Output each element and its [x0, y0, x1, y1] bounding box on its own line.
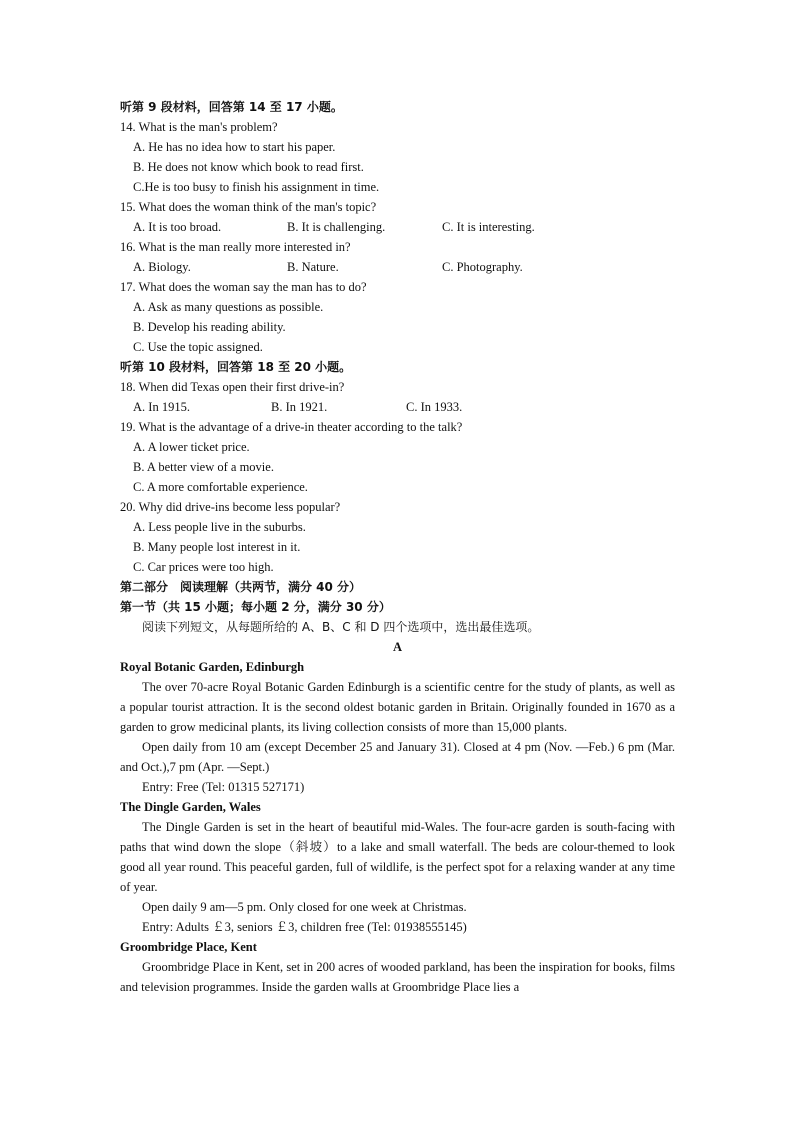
q20-option-a: A. Less people live in the suburbs. [133, 520, 306, 534]
document-page [120, 97, 675, 997]
question-18: 18. When did Texas open their first drive-in? [120, 380, 345, 394]
q15-options [120, 217, 675, 237]
garden3-title: Groombridge Place, Kent [120, 940, 257, 954]
garden1-title: Royal Botanic Garden, Edinburgh [120, 660, 305, 674]
question-14: 14. What is the man's problem? [120, 120, 278, 134]
garden2-entry: Entry: Adults ￡3, seniors ￡3, children free (Tel: 01938555145) [142, 920, 467, 934]
garden3-description: Groombridge Place in Kent, set in 200 acres of wooded parkland, has been the inspiration for books, films and television programmes. Inside the garden walls at Groombridge Place lies a [120, 960, 675, 994]
q14-option-b: B. He does not know which book to read first. [133, 160, 364, 174]
garden1-description: The over 70-acre Royal Botanic Garden Edinburgh is a scientific centre for the study of plants, as well as a popular tourist attraction. It is the second oldest botanic garden in Britain. Originally founded in 1670 as a garden to grow medicinal plants, its living collection consists of more than 15,000 plants. [120, 680, 675, 734]
garden1-hours: Open daily from 10 am (except December 25 and January 31). Closed at 4 pm (Nov. —Feb.) 6 pm (Mar. and Oct.),7 pm (Apr. —Sept.) [120, 740, 675, 774]
q15-option-a: A. It is too broad. [133, 220, 222, 234]
question-16: 16. What is the man really more interested in? [120, 240, 351, 254]
q17-option-b: B. Develop his reading ability. [133, 320, 286, 334]
q18-option-b: B. In 1921. [271, 400, 328, 414]
q20-option-b: B. Many people lost interest in it. [133, 540, 301, 554]
q18-option-a: A. In 1915. [133, 400, 190, 414]
garden2-hours: Open daily 9 am—5 pm. Only closed for one week at Christmas. [142, 900, 467, 914]
q14-option-a: A. He has no idea how to start his paper. [133, 140, 336, 154]
garden1-entry: Entry: Free (Tel: 01315 527171) [142, 780, 305, 794]
q19-option-a: A. A lower ticket price. [133, 440, 250, 454]
q17-option-a: A. Ask as many questions as possible. [133, 300, 324, 314]
q14-option-c: C.He is too busy to finish his assignment in time. [133, 180, 380, 194]
q16-option-c: C. Photography. [442, 260, 523, 274]
section10-heading: 听第 10 段材料，回答第 18 至 20 小题。 [120, 360, 352, 374]
q17-option-c: C. Use the topic assigned. [133, 340, 263, 354]
passage-letter: A [392, 640, 403, 654]
question-15: 15. What does the woman think of the man's topic? [120, 200, 377, 214]
q19-option-c: C. A more comfortable experience. [133, 480, 308, 494]
q18-options [120, 397, 675, 417]
question-17: 17. What does the woman say the man has to do? [120, 280, 367, 294]
q15-option-b: B. It is challenging. [287, 220, 386, 234]
question-20: 20. Why did drive-ins become less popular? [120, 500, 341, 514]
q16-options [120, 257, 675, 277]
q15-option-c: C. It is interesting. [442, 220, 535, 234]
q20-option-c: C. Car prices were too high. [133, 560, 274, 574]
part2-title: 第二部分 阅读理解（共两节，满分 40 分） [120, 580, 362, 594]
q16-option-b: B. Nature. [287, 260, 339, 274]
part2-instruction: 阅读下列短文，从每题所给的 A、B、C 和 D 四个选项中，选出最佳选项。 [142, 620, 540, 634]
q19-option-b: B. A better view of a movie. [133, 460, 274, 474]
q16-option-a: A. Biology. [133, 260, 191, 274]
part2-section1-title: 第一节（共 15 小题；每小题 2 分，满分 30 分） [120, 600, 391, 614]
garden2-description: The Dingle Garden is set in the heart of beautiful mid-Wales. The four-acre garden is south-facing with paths that wind down the slope（斜坡）to a lake and small waterfall. The beds are colour-themed to look good all year round. This peaceful garden, full of wildlife, is the perfect spot for a relaxing wander at any time of year. [120, 820, 675, 894]
question-19: 19. What is the advantage of a drive-in theater according to the talk? [120, 420, 463, 434]
section9-heading: 听第 9 段材料，回答第 14 至 17 小题。 [120, 100, 343, 114]
garden2-title: The Dingle Garden, Wales [120, 800, 261, 814]
q18-option-c: C. In 1933. [406, 400, 463, 414]
